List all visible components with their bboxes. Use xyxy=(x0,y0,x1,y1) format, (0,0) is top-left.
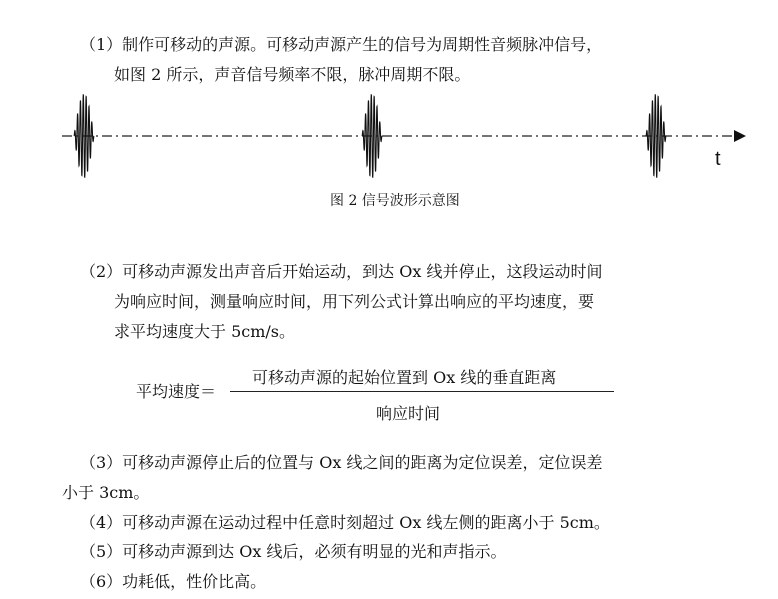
pulse-burst-3 xyxy=(646,94,666,177)
item-4-line-1: （4）可移动声源在运动过程中任意时刻超过 Ox 线左侧的距离小于 5cm。 xyxy=(80,513,610,532)
item-3-line-2: 小于 3cm。 xyxy=(62,483,150,502)
fraction-bar xyxy=(230,391,614,392)
formula-lhs: 平均速度＝ xyxy=(136,382,217,401)
axis-label-t: t xyxy=(715,148,721,170)
pulse-burst-1 xyxy=(74,94,94,177)
item-1-line-1: （1）制作可移动的声源。可移动声源产生的信号为周期性音频脉冲信号， xyxy=(80,35,603,54)
waveform-figure xyxy=(0,0,778,200)
axis-arrow-icon xyxy=(734,130,746,142)
formula-denominator: 响应时间 xyxy=(376,404,441,423)
formula-numerator: 可移动声源的起始位置到 Ox 线的垂直距离 xyxy=(252,368,557,387)
item-2-line-3: 求平均速度大于 5cm/s。 xyxy=(114,322,296,341)
item-2-line-2: 为响应时间，测量响应时间，用下列公式计算出响应的平均速度，要 xyxy=(114,292,595,311)
item-3-line-1: （3）可移动声源停止后的位置与 Ox 线之间的距离为定位误差，定位误差 xyxy=(80,453,603,472)
figure-caption: 图 2 信号波形示意图 xyxy=(330,193,460,209)
item-5-line-1: （5）可移动声源到达 Ox 线后，必须有明显的光和声指示。 xyxy=(80,542,507,561)
item-1-line-2: 如图 2 所示，声音信号频率不限，脉冲周期不限。 xyxy=(114,65,471,84)
item-6-line-1: （6）功耗低，性价比高。 xyxy=(80,572,267,591)
pulse-burst-2 xyxy=(362,94,382,177)
item-2-line-1: （2）可移动声源发出声音后开始运动，到达 Ox 线并停止，这段运动时间 xyxy=(80,262,603,281)
